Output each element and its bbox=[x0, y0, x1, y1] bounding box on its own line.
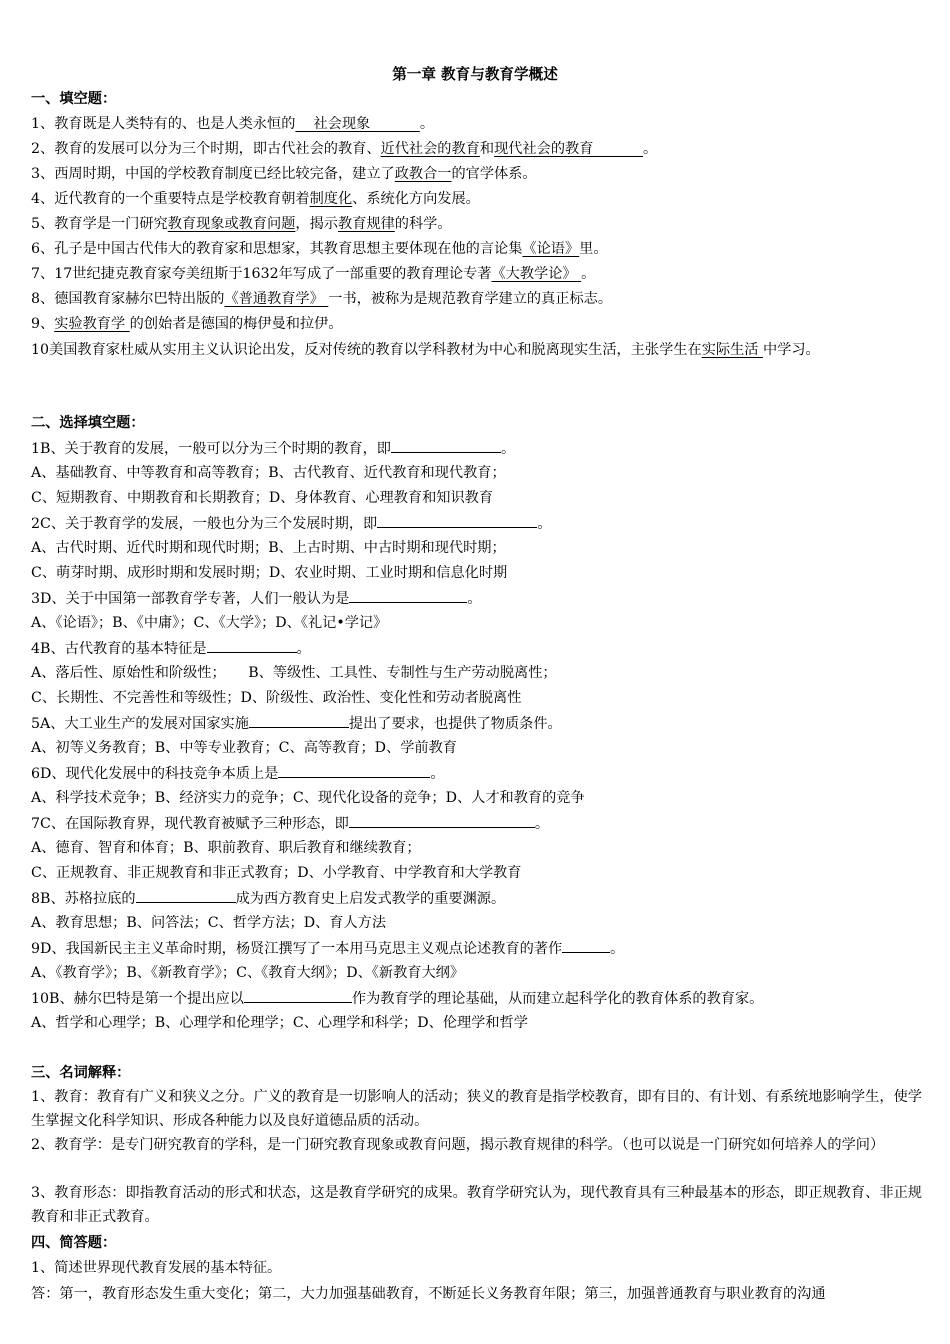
short-answer-answer-1: 答：第一，教育形态发生重大变化；第二，大力加强基础教育，不断延长义务教育年限；第三，加强普通教育与职业教育的沟通 bbox=[31, 1286, 826, 1302]
term-definition-2: 2、教育学：是专门研究教育的学科，是一门研究教育现象或教育问题，揭示教育规律的科学。（也可以说是一门研究如何培养人的学问） bbox=[31, 1137, 885, 1153]
section-short-answer-heading: 四、简答题： bbox=[31, 1235, 117, 1251]
choice-question-4: 4B、古代教育的基本特征是 。 bbox=[31, 637, 922, 659]
choice-question-8: 8B、苏格拉底的 成为西方教育史上启发式教学的重要渊源。 bbox=[31, 887, 922, 909]
choice-options-1b: C、短期教育、中期教育和长期教育；D、身体教育、心理教育和知识教育 bbox=[31, 490, 494, 506]
choice-options-7a: A、德育、智育和体育；B、职前教育、职后教育和继续教育； bbox=[31, 840, 421, 856]
fill-question-7: 7、17世纪捷克教育家夸美纽斯于1632年写成了一部重要的教育理论专著《大教学论》 。 bbox=[31, 266, 596, 282]
choice-question-6: 6D、现代化发展中的科技竞争本质上是 。 bbox=[31, 762, 922, 784]
choice-options-9a: A、《教育学》；B、《新教育学》；C、《教育大纲》；D、《新教育大纲》 bbox=[31, 965, 465, 981]
choice-question-2: 2C、关于教育学的发展，一般也分为三个发展时期，即 。 bbox=[31, 512, 922, 534]
fill-question-6: 6、孔子是中国古代伟大的教育家和思想家，其教育思想主要体现在他的言论集《论语》里。 bbox=[31, 241, 608, 257]
choice-options-7b: C、正规教育、非正规教育和非正式教育；D、小学教育、中学教育和大学教育 bbox=[31, 865, 522, 881]
choice-question-3: 3D、关于中国第一部教育学专著，人们一般认为是 。 bbox=[31, 587, 922, 609]
choice-question-1: 1B、关于教育的发展，一般可以分为三个时期的教育，即 。 bbox=[31, 437, 922, 459]
fill-question-4: 4、近代教育的一个重要特点是学校教育朝着制度化、系统化方向发展。 bbox=[31, 191, 480, 207]
section-fill-blank-heading: 一、填空题： bbox=[31, 91, 117, 107]
choice-options-4a: A、落后性、原始性和阶级性； B、等级性、工具性、专制性与生产劳动脱离性； bbox=[31, 665, 557, 681]
fill-question-3: 3、西周时期，中国的学校教育制度已经比较完备，建立了政教合一的官学体系。 bbox=[31, 166, 537, 182]
choice-question-10: 10B、赫尔巴特是第一个提出应以 作为教育学的理论基础，从而建立起科学化的教育体系的教育家。 bbox=[31, 987, 922, 1009]
term-definition-1: 1、教育：教育有广义和狭义之分。广义的教育是一切影响人的活动；狭义的教育是指学校教育，即有目的、有计划、有系统地影响学生，使学生掌握文化科学知识、形成各种能力以及良好道德品质的活动。 bbox=[31, 1089, 922, 1129]
choice-question-5: 5A、大工业生产的发展对国家实施 提出了要求，也提供了物质条件。 bbox=[31, 712, 922, 734]
section-choice-heading: 二、选择填空题： bbox=[31, 415, 145, 431]
choice-options-1a: A、基础教育、中等教育和高等教育；B、古代教育、近代教育和现代教育； bbox=[31, 465, 506, 481]
choice-options-3a: A、《论语》；B、《中庸》；C、《大学》；D、《礼记•学记》 bbox=[31, 615, 388, 631]
section-terms-heading: 三、名词解释： bbox=[31, 1065, 131, 1081]
choice-question-7: 7C、在国际教育界，现代教育被赋予三种形态，即 。 bbox=[31, 812, 922, 834]
choice-options-8a: A、教育思想；B、问答法；C、哲学方法；D、育人方法 bbox=[31, 915, 387, 931]
choice-question-9: 9D、我国新民主主义革命时期，杨贤江撰写了一本用马克思主义观点论述教育的著作 。 bbox=[31, 937, 922, 959]
fill-question-2: 2、教育的发展可以分为三个时期，即古代社会的教育、近代社会的教育和现代社会的教育 。 bbox=[31, 141, 658, 157]
chapter-title: 第一章 教育与教育学概述 bbox=[392, 66, 558, 83]
term-definition-3: 3、教育形态：即指教育活动的形式和状态，这是教育学研究的成果。教育学研究认为，现代教育具有三种最基本的形态，即正规教育、非正规教育和非正式教育。 bbox=[31, 1185, 922, 1225]
fill-question-9: 9、实验教育学 的创始者是德国的梅伊曼和拉伊。 bbox=[31, 316, 343, 332]
fill-question-8: 8、德国教育家赫尔巴特出版的《普通教育学》 一书，被称为是规范教育学建立的真正标志。 bbox=[31, 291, 613, 307]
fill-question-10: 10美国教育家杜威从实用主义认识论出发，反对传统的教育以学科教材为中心和脱离现实生活，主张学生在实际生活 中学习。 bbox=[31, 342, 820, 358]
choice-options-10a: A、哲学和心理学；B、心理学和伦理学；C、心理学和科学；D、伦理学和哲学 bbox=[31, 1015, 528, 1031]
fill-question-1: 1、教育既是人类特有的、也是人类永恒的 社会现象 。 bbox=[31, 116, 435, 132]
choice-options-2a: A、古代时期、近代时期和现代时期；B、上古时期、中古时期和现代时期； bbox=[31, 540, 506, 556]
short-answer-question-1: 1、简述世界现代教育发展的基本特征。 bbox=[31, 1260, 282, 1276]
choice-options-6a: A、科学技术竞争；B、经济实力的竞争；C、现代化设备的竞争；D、人才和教育的竞争 bbox=[31, 790, 585, 806]
choice-options-4b: C、长期性、不完善性和等级性；D、阶级性、政治性、变化性和劳动者脱离性 bbox=[31, 690, 522, 706]
choice-options-5a: A、初等义务教育；B、中等专业教育；C、高等教育；D、学前教育 bbox=[31, 740, 457, 756]
fill-question-5: 5、教育学是一门研究教育现象或教育问题，揭示教育规律的科学。 bbox=[31, 216, 452, 232]
choice-options-2b: C、萌芽时期、成形时期和发展时期；D、农业时期、工业时期和信息化时期 bbox=[31, 565, 508, 581]
